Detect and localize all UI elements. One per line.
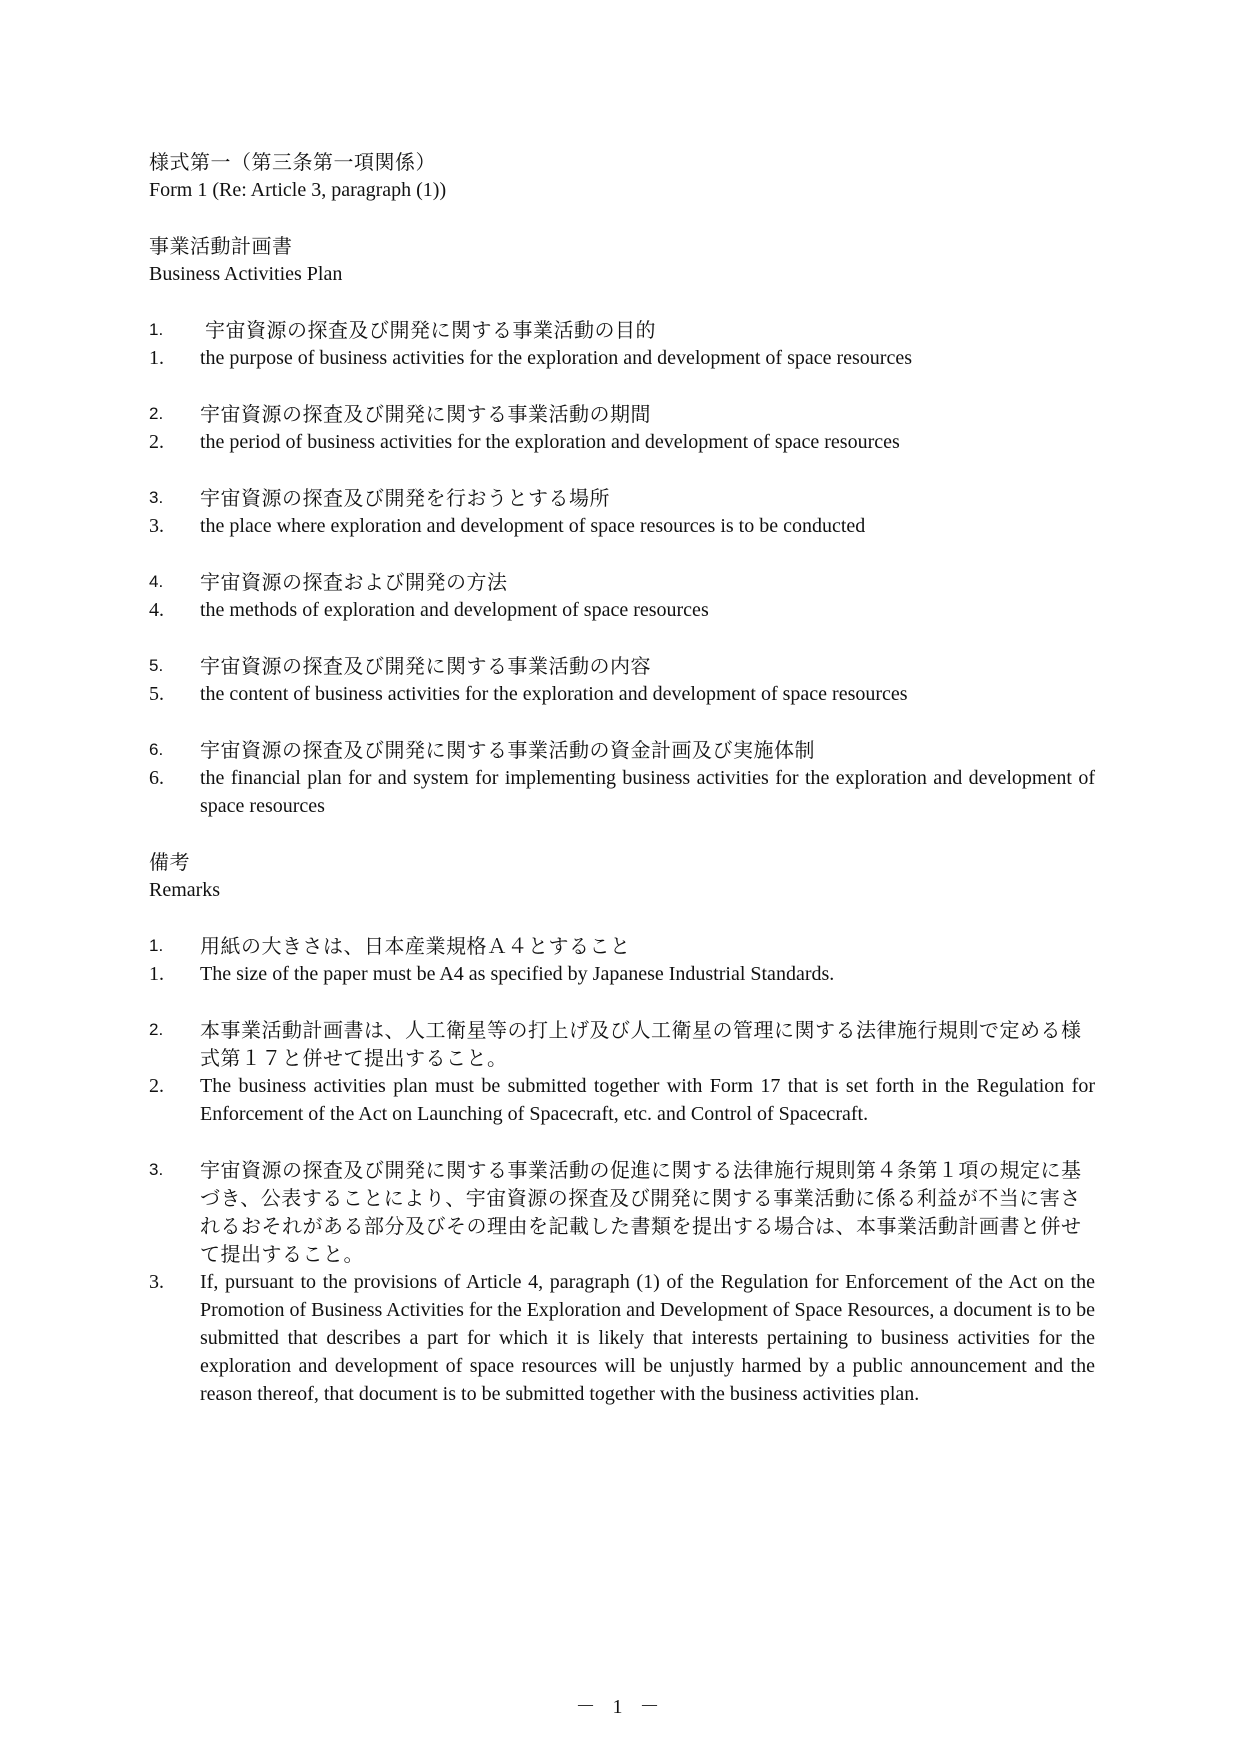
item-text-en: the methods of exploration and development of space resources xyxy=(200,599,709,621)
item-text-en: the period of business activities for the exploration and development of space resources xyxy=(200,431,900,453)
item-number: 3. xyxy=(149,488,164,507)
plan-item-3-en xyxy=(149,512,1095,540)
item-number: 5. xyxy=(149,683,164,705)
item-text-en: the financial plan for and system for implementing business activities for the exploration and development of space resources xyxy=(200,767,1095,817)
item-text-jp: 宇宙資源の探査および開発の方法 xyxy=(200,570,508,594)
item-number: 4. xyxy=(149,599,164,621)
item-number: 5. xyxy=(149,656,164,675)
remark-text-en: If, pursuant to the provisions of Article 4, paragraph (1) of the Regulation for Enforcement of the Act on the Promotion of Business Activities for the Exploration and Development of Space Resources, a document is to be submitted that describes a part for which it is likely that interests pertaining to business activities for the exploration and development of space resources will be unjustly harmed by a public announcement and the reason thereof, that document is to be submitted together with the business activities plan. xyxy=(200,1271,1095,1405)
remark-number: 2. xyxy=(149,1075,164,1097)
item-text-en: the place where exploration and development of space resources is to be conducted xyxy=(200,515,866,537)
item-text-jp: 宇宙資源の探査及び開発を行おうとする場所 xyxy=(200,486,610,510)
remark-item-2-jp xyxy=(149,1016,1095,1072)
item-number: 3. xyxy=(149,515,164,537)
plan-item-5-en xyxy=(149,680,1095,708)
plan-item-1-jp xyxy=(149,316,1095,344)
form-label-en: Form 1 (Re: Article 3, paragraph (1)) xyxy=(149,179,447,201)
document-title-jp: 事業活動計画書 xyxy=(149,234,293,258)
item-text-jp: 宇宙資源の探査及び開発に関する事業活動の目的 xyxy=(205,318,656,342)
plan-item-4-jp xyxy=(149,568,1095,596)
plan-item-3-jp xyxy=(149,484,1095,512)
item-text-jp: 宇宙資源の探査及び開発に関する事業活動の期間 xyxy=(200,402,651,426)
remarks-heading-en: Remarks xyxy=(149,879,221,901)
remark-number: 2. xyxy=(149,1020,164,1039)
remark-text-en: The size of the paper must be A4 as specified by Japanese Industrial Standards. xyxy=(200,963,835,985)
remark-text-jp: 用紙の大きさは、日本産業規格Ａ４とすること xyxy=(200,934,631,958)
document-page xyxy=(149,148,1095,1408)
plan-item-6-jp xyxy=(149,736,1095,764)
remark-number: 1. xyxy=(149,936,164,955)
remark-text-jp: 本事業活動計画書は、人工衛星等の打上げ及び人工衛星の管理に関する法律施行規則で定める様式第１７と併せて提出すること。 xyxy=(200,1018,1082,1070)
item-number: 6. xyxy=(149,767,164,789)
plan-item-2-jp xyxy=(149,400,1095,428)
item-number: 2. xyxy=(149,404,164,423)
remark-text-jp: 宇宙資源の探査及び開発に関する事業活動の促進に関する法律施行規則第４条第１項の規定に基づき、公表することにより、宇宙資源の探査及び開発に関する事業活動に係る利益が不当に害されるおそれがある部分及びその理由を記載した書類を提出する場合は、本事業活動計画書と併せて提出すること。 xyxy=(200,1158,1082,1266)
remark-number: 3. xyxy=(149,1271,164,1293)
item-number: 4. xyxy=(149,572,164,591)
page-number: － 1 － xyxy=(575,1696,666,1718)
remark-item-2-en xyxy=(149,1072,1095,1128)
remark-text-en: The business activities plan must be submitted together with Form 17 that is set forth in the Regulation for Enforcement of the Act on Launching of Spacecraft, etc. and Control of Spacecraft. xyxy=(200,1075,1095,1125)
plan-item-1-en xyxy=(149,344,1095,372)
item-number: 1. xyxy=(149,320,164,339)
remark-number: 1. xyxy=(149,963,164,985)
item-text-en: the purpose of business activities for the exploration and development of space resources xyxy=(200,347,913,369)
remark-item-1-en xyxy=(149,960,1095,988)
item-text-jp: 宇宙資源の探査及び開発に関する事業活動の内容 xyxy=(200,654,651,678)
form-label-jp: 様式第一（第三条第一項関係） xyxy=(149,150,436,174)
remark-item-3-en xyxy=(149,1268,1095,1408)
item-text-en: the content of business activities for the exploration and development of space resources xyxy=(200,683,908,705)
remarks-heading-jp: 備考 xyxy=(149,850,190,874)
remark-number: 3. xyxy=(149,1160,164,1179)
document-title-en: Business Activities Plan xyxy=(149,263,343,285)
item-number: 2. xyxy=(149,431,164,453)
plan-item-2-en xyxy=(149,428,1095,456)
item-number: 6. xyxy=(149,740,164,759)
remark-item-3-jp xyxy=(149,1156,1095,1268)
plan-item-6-en xyxy=(149,764,1095,820)
plan-item-5-jp xyxy=(149,652,1095,680)
plan-item-4-en xyxy=(149,596,1095,624)
item-number: 1. xyxy=(149,347,164,369)
remark-item-1-jp xyxy=(149,932,1095,960)
item-text-jp: 宇宙資源の探査及び開発に関する事業活動の資金計画及び実施体制 xyxy=(200,738,815,762)
